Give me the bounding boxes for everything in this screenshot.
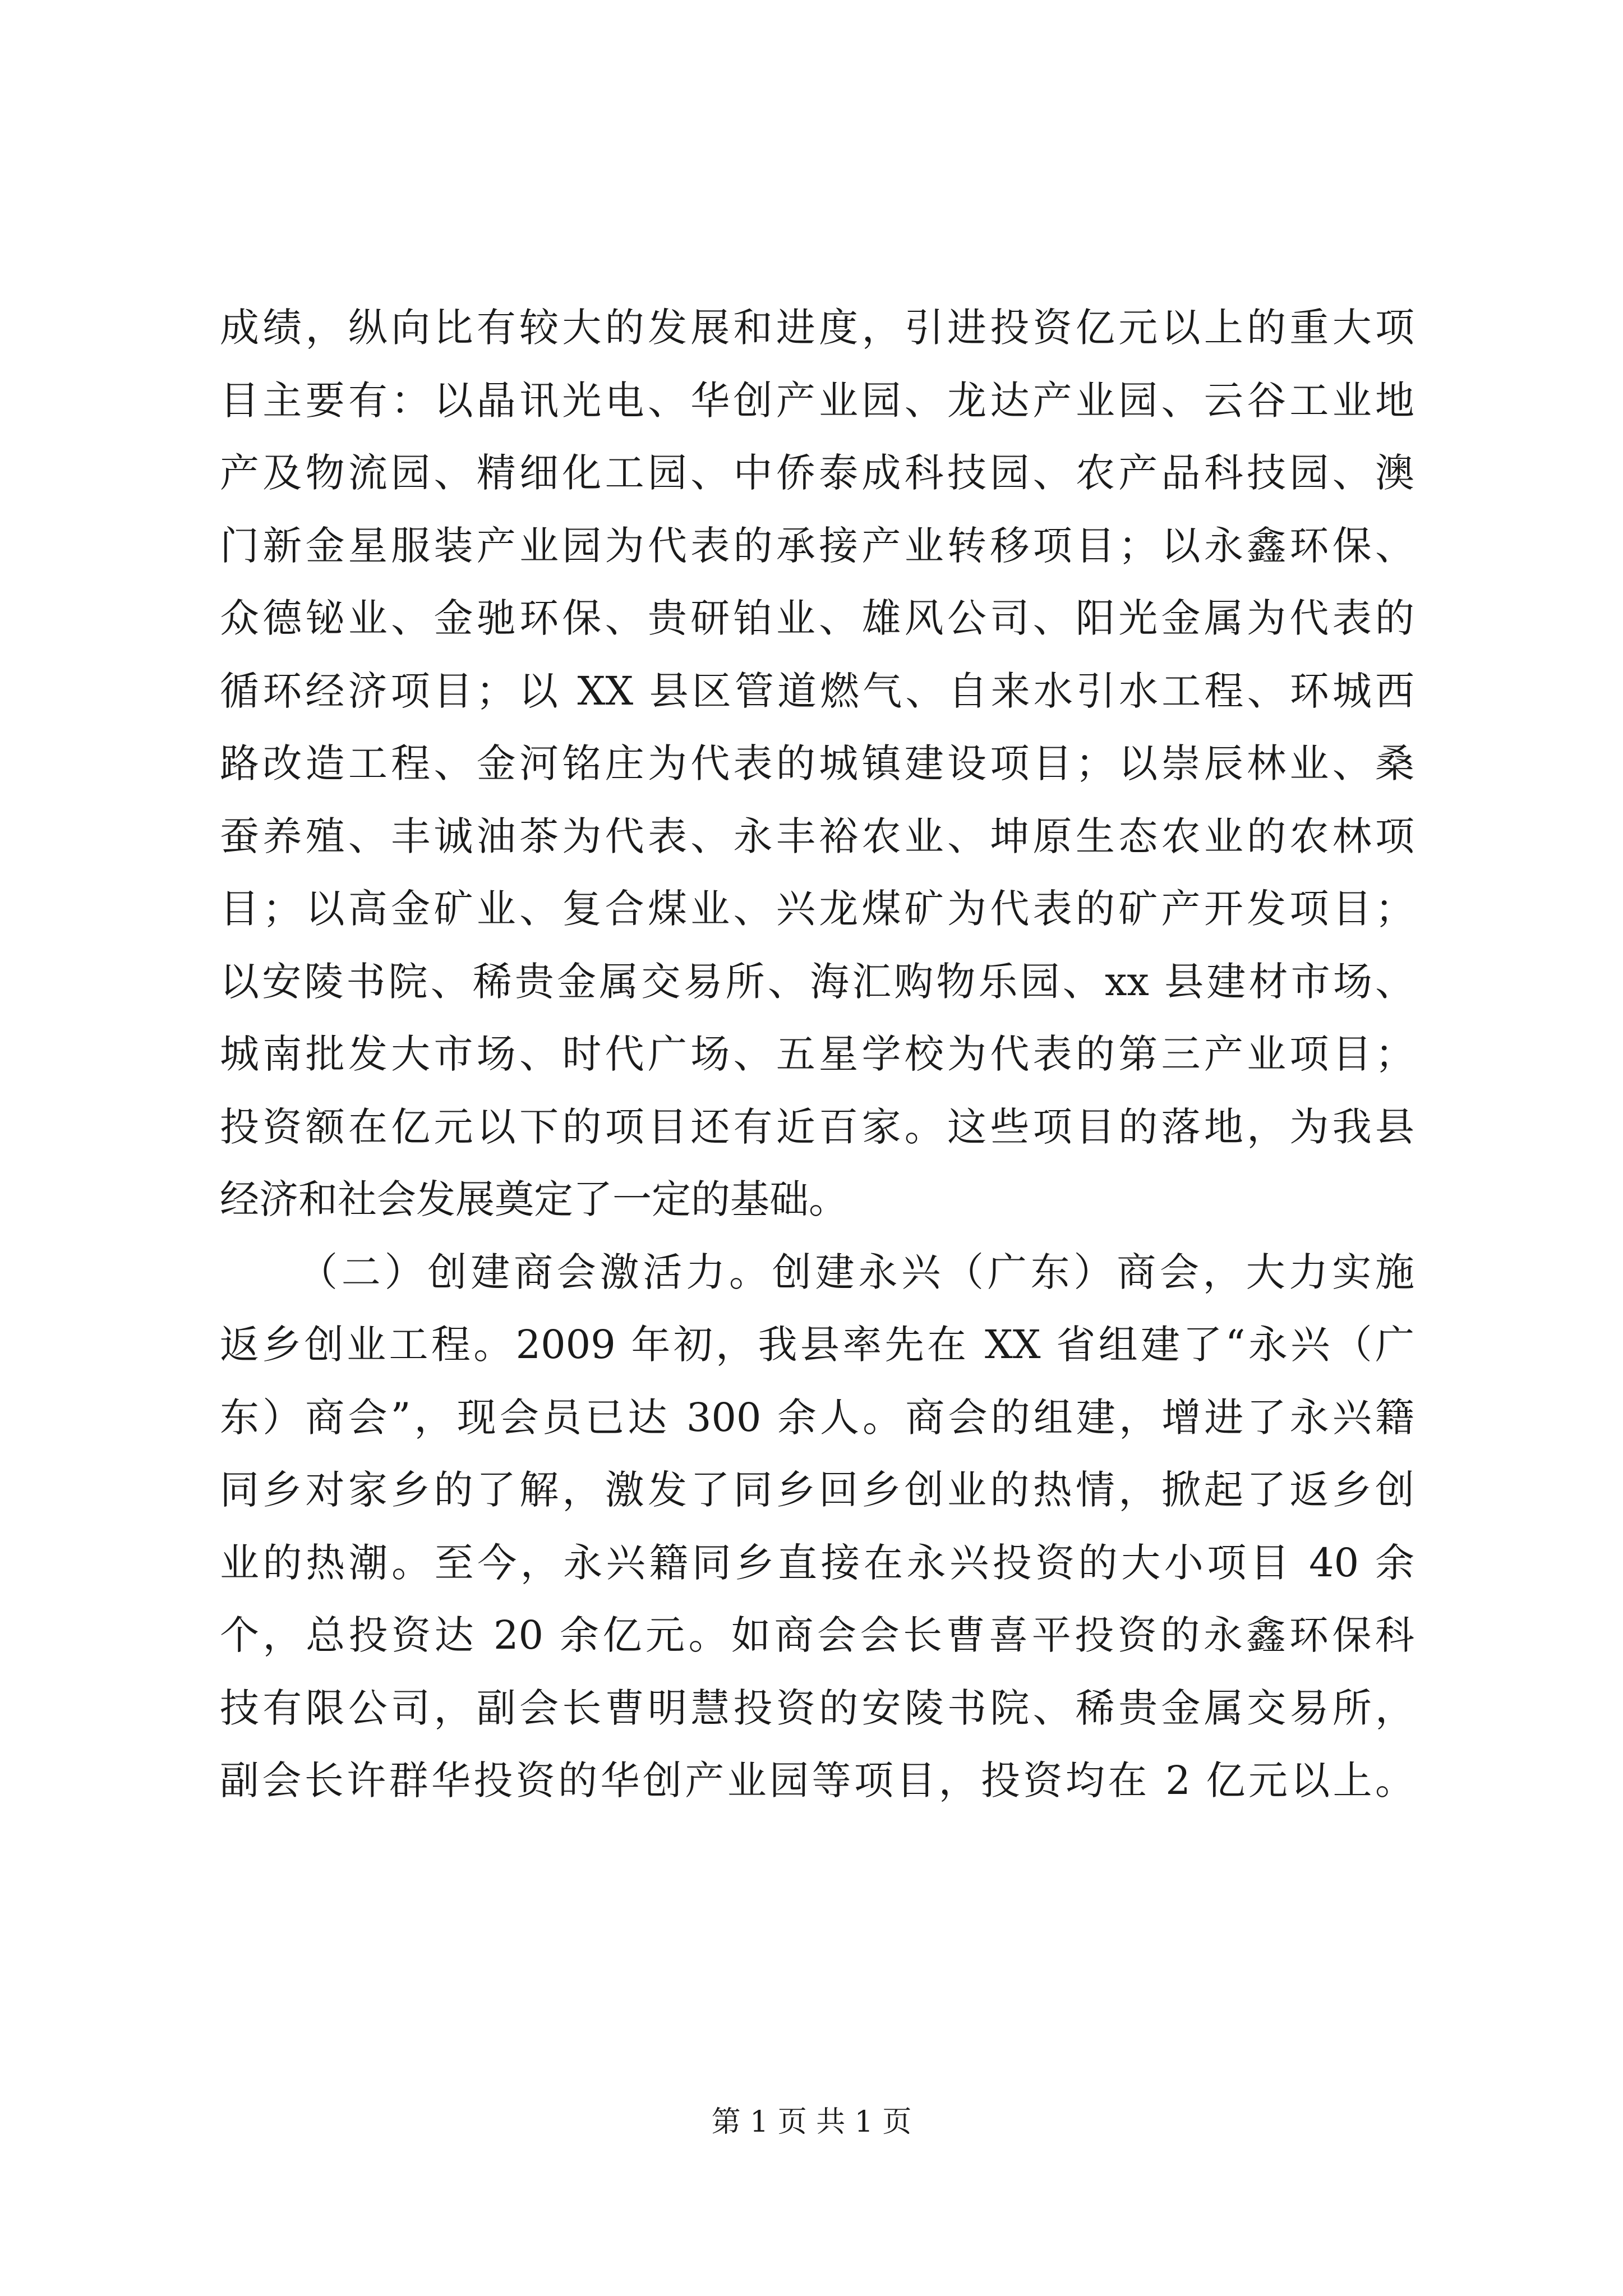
text-line: 同乡对家乡的了解，激发了同乡回乡创业的热情，掀起了返乡创 [220,1467,1414,1513]
text-line: 循环经济项目；以 XX 县区管道燃气、自来水引水工程、环城西 [220,668,1414,714]
text-line: 城南批发大市场、时代广场、五星学校为代表的第三产业项目； [220,1031,1414,1077]
text-line: 个，总投资达 20 余亿元。如商会会长曹喜平投资的永鑫环保科 [220,1612,1414,1658]
page-number: 第 1 页 共 1 页 [711,2105,912,2139]
text-line: 投资额在亿元以下的项目还有近百家。这些项目的落地，为我县 [220,1103,1414,1150]
text-line: 经济和社会发展奠定了一定的基础。 [220,1176,848,1222]
text-line: （二）创建商会激活力。创建永兴（广东）商会，大力实施 [298,1249,1414,1295]
text-line: 路改造工程、金河铭庄为代表的城镇建设项目；以崇辰林业、桑 [220,740,1414,786]
text-line: 目主要有：以晶讯光电、华创产业园、龙达产业园、云谷工业地 [220,377,1414,424]
text-line: 门新金星服装产业园为代表的承接产业转移项目；以永鑫环保、 [220,522,1414,569]
text-line: 东）商会”，现会员已达 300 余人。商会的组建，增进了永兴籍 [220,1394,1414,1441]
text-line: 众德铋业、金驰环保、贵研铂业、雄风公司、阳光金属为代表的 [220,595,1414,641]
text-line: 返乡创业工程。2009 年初，我县率先在 XX 省组建了“永兴（广 [220,1322,1414,1368]
text-line: 以安陵书院、稀贵金属交易所、海汇购物乐园、xx 县建材市场、 [220,958,1414,1005]
paragraph-1 [220,292,1414,1236]
text-line: 蚕养殖、丰诚油茶为代表、永丰裕农业、坤原生态农业的农林项 [220,813,1414,859]
text-line: 副会长许群华投资的华创产业园等项目，投资均在 2 亿元以上。 [220,1757,1414,1803]
text-line: 产及物流园、精细化工园、中侨泰成科技园、农产品科技园、澳 [220,450,1414,496]
text-line: 目；以高金矿业、复合煤业、兴龙煤矿为代表的矿产开发项目； [220,886,1414,932]
text-line: 业的热潮。至今，永兴籍同乡直接在永兴投资的大小项目 40 余 [220,1539,1414,1586]
body-text [220,292,1414,1818]
page-footer [0,2102,1623,2142]
paragraph-2 [220,1236,1414,1818]
text-line: 技有限公司，副会长曹明慧投资的安陵书院、稀贵金属交易所， [220,1685,1414,1731]
text-line: 成绩，纵向比有较大的发展和进度，引进投资亿元以上的重大项 [220,305,1414,351]
